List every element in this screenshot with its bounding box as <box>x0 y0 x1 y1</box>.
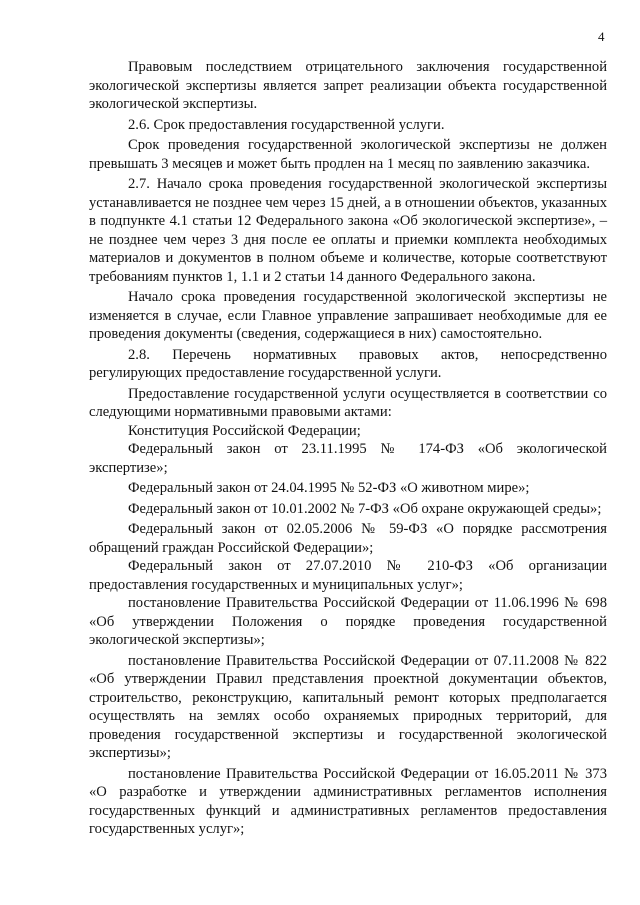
list-item-resolution-373: постановление Правительства Российской Федерации от 16.05.2011 № 373 «О разработке и утверждении административных регламентов исполнения государственных функций и административных регламентов предоставления государственных услуг»; <box>89 765 607 837</box>
document-body <box>89 58 607 839</box>
list-item-law-7: Федеральный закон от 10.01.2002 № 7-ФЗ «Об охране окружающей среды»; <box>128 500 602 517</box>
paragraph-expertise-term: Срок проведения государственной экологической экспертизы не должен превышать 3 месяцев и может быть продлен на 1 месяц по заявлению заказчика. <box>89 137 607 172</box>
list-item-resolution-698: постановление Правительства Российской Федерации от 11.06.1996 № 698 «Об утверждении Положения о порядке проведения государственной экологической экспертизы»; <box>89 595 607 648</box>
paragraph-section-2-8-heading: 2.8. Перечень нормативных правовых актов, непосредственно регулирующих предоставление государственной услуги. <box>89 346 607 381</box>
list-item-law-210: Федеральный закон от 27.07.2010 № 210-ФЗ «Об организации предоставления государственных и муниципальных услуг»; <box>89 558 607 593</box>
list-item-constitution: Конституция Российской Федерации; <box>128 422 361 439</box>
paragraph-legal-consequence: Правовым последствием отрицательного заключения государственной экологической экспертизы является запрет реализации объекта государственной экологической экспертизы. <box>89 59 607 112</box>
paragraph-section-2-6-heading: 2.6. Срок предоставления государственной услуги. <box>128 116 445 133</box>
list-item-law-174: Федеральный закон от 23.11.1995 № 174-ФЗ «Об экологической экспертизе»; <box>89 441 607 476</box>
list-item-law-52: Федеральный закон от 24.04.1995 № 52-ФЗ «О животном мире»; <box>128 480 530 496</box>
paragraph-term-start-unchanged: Начало срока проведения государственной экологической экспертизы не изменяется в случае, если Главное управление запрашивает необходимые для ее проведения документы (сведения, содержащиеся в них) самостоятельно. <box>89 289 607 342</box>
page-number: 4 <box>598 29 605 44</box>
list-item-law-59: Федеральный закон от 02.05.2006 № 59-ФЗ «О порядке рассмотрения обращений граждан Российской Федерации»; <box>89 521 607 556</box>
paragraph-service-basis: Предоставление государственной услуги осуществляется в соответствии со следующими нормативными правовыми актами: <box>89 385 607 420</box>
list-item-resolution-822: постановление Правительства Российской Федерации от 07.11.2008 № 822 «Об утверждении Правил представления проектной документации объектов, строительство, реконструкцию, капитальный ремонт которых предполагается осуществлять на землях особо охраняемых природных территорий, для проведения государственной экспертизы и государственной экологической экспертизы»; <box>89 652 607 761</box>
paragraph-section-2-7: 2.7. Начало срока проведения государственной экологической экспертизы устанавливается не позднее чем через 15 дней, а в отношении объектов, указанных в подпункте 4.1 статьи 12 Федерального закона «Об экологической экспертизе», – не позднее чем через 3 дня после ее оплаты и приемки комплекта необходимых материалов и документов в полном объеме и количестве, которые соответствуют требованиям пунктов 1, 1.1 и 2 статьи 14 данного Федерального закона. <box>89 176 607 285</box>
